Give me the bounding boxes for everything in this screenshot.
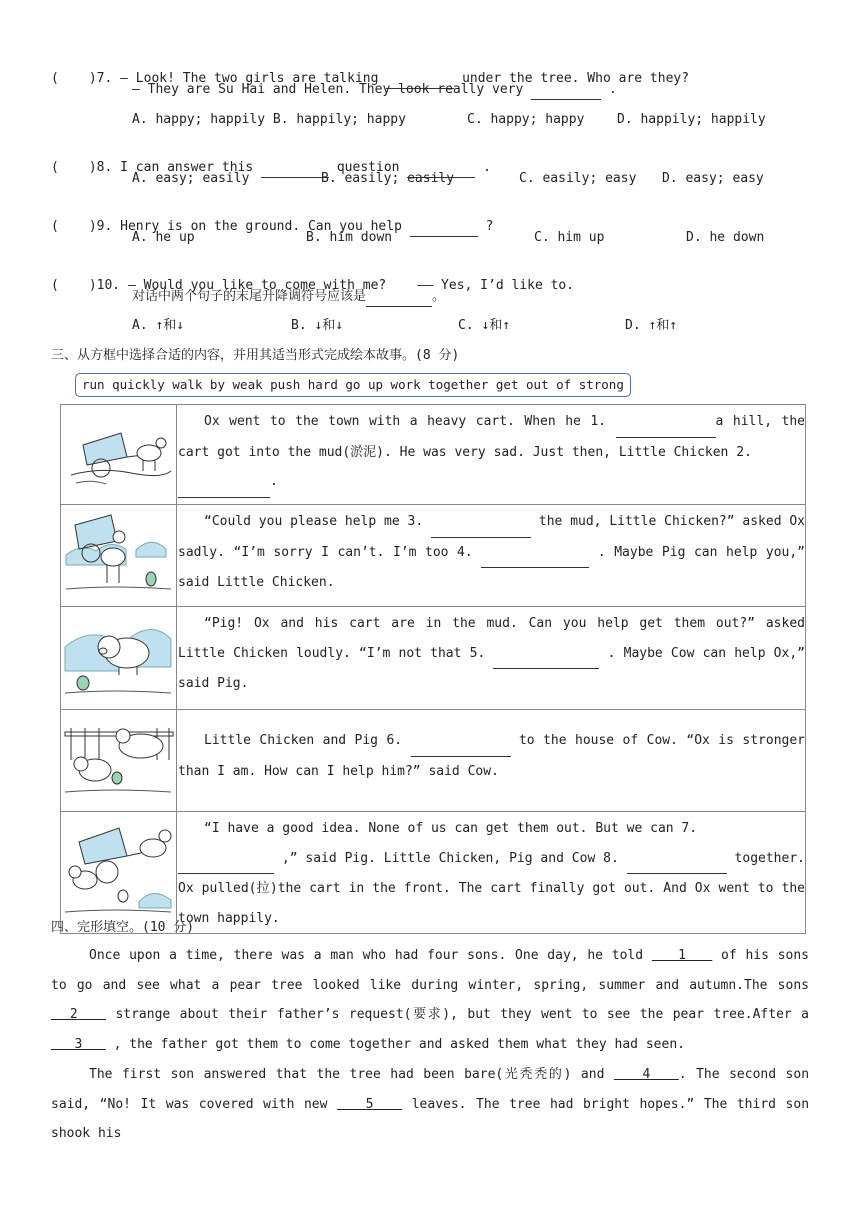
answer-bracket-open: ( [51,219,59,234]
story-text: ,” said Pig. Little Chicken, Pig and Cow 8. [281,850,619,866]
cloze-blank-1[interactable] [652,948,712,963]
story-text: “Could you please help me 3. [204,514,424,529]
section-3-title: 三、从方框中选择合适的内容，并用其适当形式完成绘本故事。(8 分) [51,348,460,363]
blank-4[interactable] [481,538,589,569]
option-8d[interactable]: D. easy; easy [662,171,764,186]
answer-bracket-open: ( [51,278,59,293]
story-text: Ox went to the town with a heavy cart. When he 1. [204,414,607,429]
section-4-title: 四、完形填空。(10 分) [51,920,195,935]
option-10c[interactable]: C. ↓和↑ [458,318,511,333]
blank-number: 2 [69,1007,78,1023]
blank-8[interactable] [627,844,727,875]
word-box: run quickly walk by weak push hard go up work together get out of strong [75,373,631,397]
option-8b[interactable]: B. easily; easily [321,171,455,186]
cloze-paragraph-2 [51,1060,809,1149]
cloze-text: , the father got them to come together and asked them what they had seen. [113,1036,685,1052]
question-text: — Would you like to come with me? —— Yes, I’d like to. [127,278,575,293]
story-text: a hill, the cart got into the mud(淤泥). He was very sad. Just then, Little Chicken 2. [178,414,806,460]
story-table [60,404,806,934]
question-10-sub [132,288,445,307]
cloze-blank-2[interactable] [51,1007,106,1022]
story-row [61,812,806,934]
question-number: )10. [88,278,121,293]
story-text: to the house of Cow. “Ox is stronger than I am. How can I help him?” said Cow. [178,733,806,779]
story-paragraph-1 [177,405,806,505]
story-paragraph-5 [177,812,806,934]
option-8a[interactable]: A. easy; easily [132,171,250,186]
cloze-blank-5[interactable] [337,1097,402,1112]
blank-number: 5 [365,1096,374,1112]
option-9b[interactable]: B. him down [306,230,393,245]
option-10d[interactable]: D. ↑和↑ [625,318,678,333]
ox-cart-illustration [61,405,177,505]
blank-number: 3 [74,1036,83,1052]
option-7c[interactable]: C. happy; happy [467,112,585,127]
option-8c[interactable]: C. easily; easy [519,171,637,186]
question-9 [51,200,493,237]
story-text: the mud, Little Chicken?” asked Ox sadly. “I’m sorry I can’t. I’m too 4. [178,514,806,560]
punct: 。 [432,289,446,304]
cloze-blank-4[interactable] [614,1067,679,1082]
story-row [61,710,806,812]
question-text: question [336,160,400,175]
blank[interactable] [410,218,478,237]
option-9d[interactable]: D. he down [686,230,765,245]
option-7a[interactable]: A. happy; happily B. happily; happy [132,112,406,127]
reply-text: — They are Su Hai and Helen. They look really very [132,82,524,97]
punct: . [483,160,491,175]
story-row [61,405,806,505]
pig-chicken-illustration [61,607,177,710]
story-paragraph-3 [177,607,806,710]
ox-chicken-illustration [61,505,177,607]
blank-1[interactable] [616,407,716,438]
story-text: Little Chicken and Pig 6. [204,733,403,748]
story-text: “I have a good idea. None of us can get them out. But we can 7. [204,821,698,836]
option-10b[interactable]: B. ↓和↓ [291,318,344,333]
option-7d[interactable]: D. happily; happily [617,112,766,127]
option-10a[interactable]: A. ↑和↓ [132,318,185,333]
story-text: “Pig! Ox and his cart are in the mud. Can you help get them out?” asked Little Chicken loudly. “I’m not that 5. [178,616,805,661]
story-text: . [270,474,278,489]
punct: ? [485,219,494,234]
story-row [61,607,806,710]
blank-2[interactable] [178,467,270,498]
answer-bracket-open: ( [51,71,59,86]
question-number: )7. [88,71,113,86]
story-row [61,505,806,607]
blank-6[interactable] [411,726,511,757]
blank-number: 1 [678,948,686,963]
cloze-text: of his sons to go and see what a pear tree looked like during winter, spring, summer and autumn.The sons [51,948,810,993]
cloze-paragraph-1 [51,941,809,1059]
sub-text: 对话中两个句子的末尾升降调符号应该是 [132,289,367,304]
question-text: Henry is on the ground. Can you help [120,219,402,234]
question-number: )9. [88,219,113,234]
story-text: . Maybe Cow can help Ox,” said Pig. [178,645,805,691]
cloze-text: strange about their father’s request(要求), but they went to see the pear tree.After a [115,1007,809,1023]
story-text: together. Ox pulled(拉)the cart in the front. The cart finally got out. And Ox went to the town happily. [178,850,805,926]
blank-7[interactable] [178,844,274,875]
story-text: . Maybe Pig can help you,” said Little Chicken. [178,544,805,590]
punct: . [609,82,617,97]
option-9c[interactable]: C. him up [534,230,605,245]
question-text: under the tree. Who are they? [462,71,690,86]
cloze-text: The first son answered that the tree had been bare(光秃秃的) and [89,1067,605,1082]
blank[interactable] [531,81,601,100]
blank-3[interactable] [431,507,531,538]
cloze-text: Once upon a time, there was a man who had four sons. One day, he told [89,948,644,963]
question-text: I can answer this [120,160,254,175]
story-paragraph-4 [177,710,806,812]
question-text: — Look! The two girls are talking [120,71,379,86]
pig-cow-illustration [61,710,177,812]
cloze-text: leaves. The tree had bright hopes.” The third son shook his [51,1096,810,1142]
question-7-reply [132,81,617,100]
answer-bracket-open: ( [51,160,59,175]
blank[interactable] [366,288,432,307]
pulling-cart-illustration [61,812,177,934]
blank-5[interactable] [493,639,599,670]
cloze-blank-3[interactable] [51,1037,106,1052]
blank[interactable] [261,159,329,178]
question-number: )8. [88,160,113,175]
story-paragraph-2 [177,505,806,607]
option-9a[interactable]: A. he up [132,230,195,245]
cloze-text: . The second son said, “No! It was covered with new [51,1067,810,1112]
blank-number: 4 [642,1067,651,1082]
